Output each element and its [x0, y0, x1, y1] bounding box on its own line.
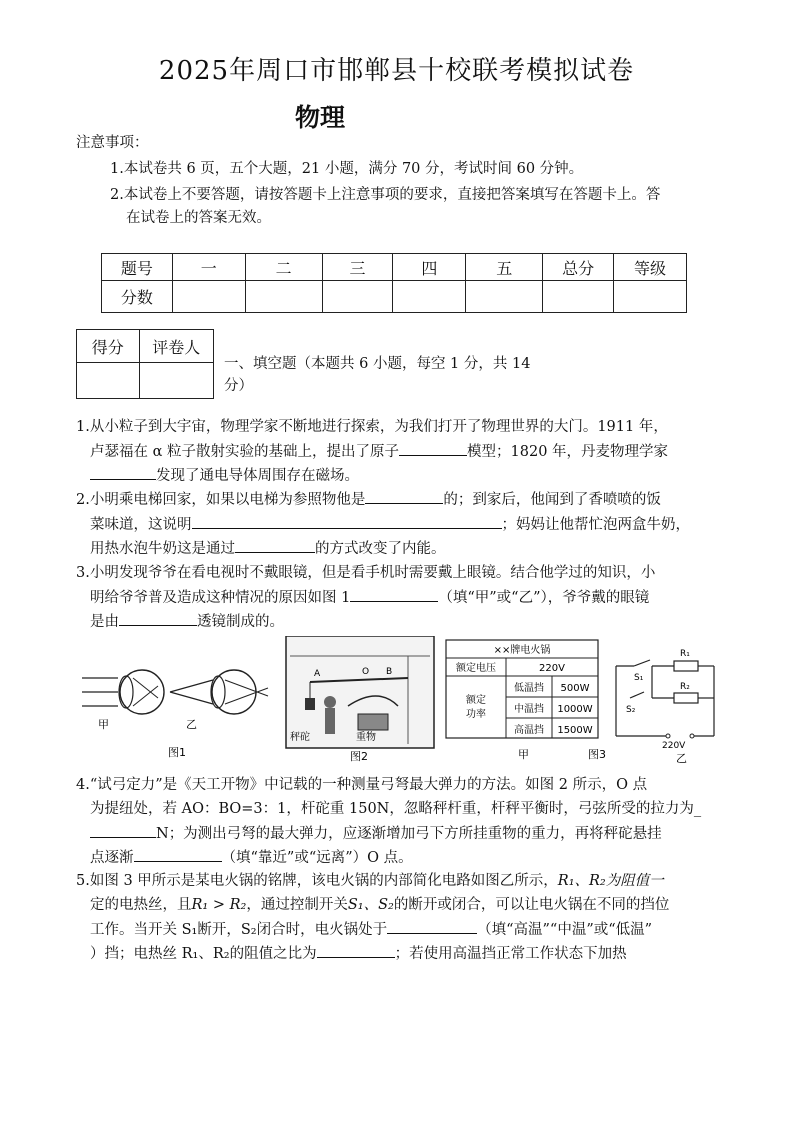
answer-blank: [119, 609, 197, 626]
fig1-caption: 图1: [168, 746, 186, 759]
q4-line1: 4.“试弓定力”是《天工开物》中记载的一种测量弓弩最大弹力的方法。如图 2 所示，O 点: [76, 777, 648, 793]
score-header-cell: 一: [172, 254, 245, 281]
fig2-label-a: A: [314, 669, 321, 679]
fig3-label-yi: 乙: [676, 752, 687, 765]
fig1-label-yi: 乙: [186, 718, 197, 731]
answer-blank: [90, 463, 156, 480]
score-row-label: 分数: [102, 281, 173, 313]
answer-blank: [350, 585, 438, 602]
q1-line1: 1.从小粒子到大宇宙，物理学家不断地进行探索，为我们打开了物理世界的大门。1911 年，: [76, 419, 668, 435]
score-cell: [322, 281, 393, 313]
score-header-cell: 四: [393, 254, 466, 281]
q4-line4: 点逐渐 （填“靠近”或“远离”）O 点。: [90, 845, 413, 870]
score-header-cell: 等级: [614, 254, 687, 281]
answer-blank: [365, 487, 443, 504]
circuit-r1-label: R₁: [680, 649, 690, 659]
fig1-label-jia: 甲: [98, 718, 109, 731]
fig3-caption: 图3: [588, 748, 606, 761]
q3-line3: 是由 透镜制成的。: [90, 609, 284, 634]
rated-power-label-1: 额定: [466, 695, 486, 706]
q3-line2: 明给爷爷普及造成这种情况的原因如图 1 （填“甲”或“乙”），爷爷戴的眼镜: [90, 585, 649, 610]
circuit-r2-label: R₂: [680, 682, 690, 692]
high-temp-value: 1500W: [557, 725, 593, 736]
rated-power-label-2: 功率: [466, 709, 486, 720]
circuit-s1-label: S₁: [634, 673, 644, 683]
mid-temp-value: 1000W: [557, 704, 593, 715]
q1-line2: 卢瑟福在 α 粒子散射实验的基础上，提出了原子 模型；1820 年，丹麦物理学家: [90, 439, 668, 464]
fig2-label-weight: 秤砣: [290, 732, 310, 743]
rated-voltage-label: 额定电压: [456, 663, 496, 674]
nameplate-title: ××牌电火锅: [493, 645, 551, 656]
q5-line2: 定的电热丝，且R₁ > R₂，通过控制开关S₁、S₂的断开或闭合，可以让电火锅在不同的挡位: [90, 897, 670, 913]
score-header-cell: 三: [322, 254, 393, 281]
score-header-cell: 二: [245, 254, 322, 281]
q5-line3: 工作。当开关 S₁断开，S₂闭合时，电火锅处于 （填“高温”“中温”或“低温”: [90, 917, 652, 942]
fig2-label-o: O: [362, 667, 370, 677]
figure-2: [286, 636, 434, 763]
figures-row: [78, 636, 722, 768]
grader-score-cell: [77, 363, 140, 399]
answer-blank: [90, 821, 156, 838]
notice-heading: 注意事项：: [76, 135, 149, 151]
circuit-voltage-label: 220V: [662, 741, 686, 751]
notice-item-2-line1: 2.本试卷上不要答题，请按答题卡上注意事项的要求，直接把答案填写在答题卡上。答: [110, 187, 661, 203]
grader-name-cell: [139, 363, 213, 399]
q4-line2: 为提纽处，若 AO：BO=3：1，杆砣重 150N，忽略秤杆重，杆秤平衡时，弓弦所受的拉力为_: [90, 801, 702, 817]
figure-1: [82, 670, 268, 759]
grader-score-label: 得分: [77, 330, 140, 363]
score-header-cell: 总分: [543, 254, 614, 281]
answer-blank: [134, 845, 222, 862]
answer-blank: [399, 439, 467, 456]
answer-blank: [192, 512, 502, 529]
fig2-label-load: 重物: [356, 732, 376, 743]
exam-title: 2025年周口市邯郸县十校联考模拟试卷: [158, 56, 635, 86]
score-cell: [245, 281, 322, 313]
section1-heading: 一、填空题（本题共 6 小题，每空 1 分，共 14: [224, 356, 531, 372]
score-cell: [393, 281, 466, 313]
fig2-caption: 图2: [350, 750, 368, 763]
low-temp-label: 低温挡: [514, 683, 544, 694]
score-header-cell: 题号: [102, 254, 173, 281]
figure-3-circuit: [616, 649, 714, 765]
figures-svg: [78, 636, 722, 768]
grader-name-label: 评卷人: [139, 330, 213, 363]
q5-line1: 5.如图 3 甲所示是某电火锅的铭牌，该电火锅的内部简化电路如图乙所示，R₁、R₂为阻值一: [76, 873, 664, 889]
fig2-label-b: B: [386, 667, 393, 677]
mid-temp-label: 中温挡: [514, 704, 544, 715]
notice-item-1: 1.本试卷共 6 页，五个大题，21 小题，满分 70 分，考试时间 60 分钟。: [110, 161, 584, 177]
q5-line4: ）挡；电热丝 R₁、R₂的阻值之比为 ；若使用高温挡正常工作状态下加热: [90, 941, 627, 966]
q3-line1: 3.小明发现爷爷在看电视时不戴眼镜，但是看手机时需要戴上眼镜。结合他学过的知识，小: [76, 565, 656, 581]
notice-item-2-line2: 在试卷上的答案无效。: [126, 210, 271, 226]
answer-blank: [317, 941, 395, 958]
q2-line2: 菜味道，这说明 ；妈妈让他帮忙泡两盒牛奶，: [90, 512, 690, 537]
q4-line3: N；为测出弓弩的最大弹力，应逐渐增加弓下方所挂重物的重力，再将秤砣悬挂: [90, 821, 662, 846]
q2-line3: 用热水泡牛奶这是通过 的方式改变了内能。: [90, 536, 446, 561]
score-header-cell: 五: [466, 254, 543, 281]
section1-heading-cont: 分）: [224, 378, 253, 394]
figure-3-nameplate: [446, 640, 606, 761]
score-cell: [614, 281, 687, 313]
fig3-label-jia: 甲: [518, 748, 529, 761]
high-temp-label: 高温挡: [514, 725, 544, 736]
score-cell: [466, 281, 543, 313]
q1-line3: 发现了通电导体周围存在磁场。: [90, 463, 359, 488]
score-cell: [543, 281, 614, 313]
score-cell: [172, 281, 245, 313]
low-temp-value: 500W: [560, 683, 590, 694]
score-table: [101, 253, 687, 313]
rated-voltage-value: 220V: [539, 663, 565, 674]
circuit-s2-label: S₂: [626, 705, 636, 715]
subject-title: 物理: [295, 103, 346, 132]
q2-line1: 2.小明乘电梯回家，如果以电梯为参照物他是 的；到家后，他闻到了香喷喷的饭: [76, 487, 661, 512]
answer-blank: [387, 917, 477, 934]
grader-box: [76, 329, 214, 399]
answer-blank: [235, 536, 315, 553]
